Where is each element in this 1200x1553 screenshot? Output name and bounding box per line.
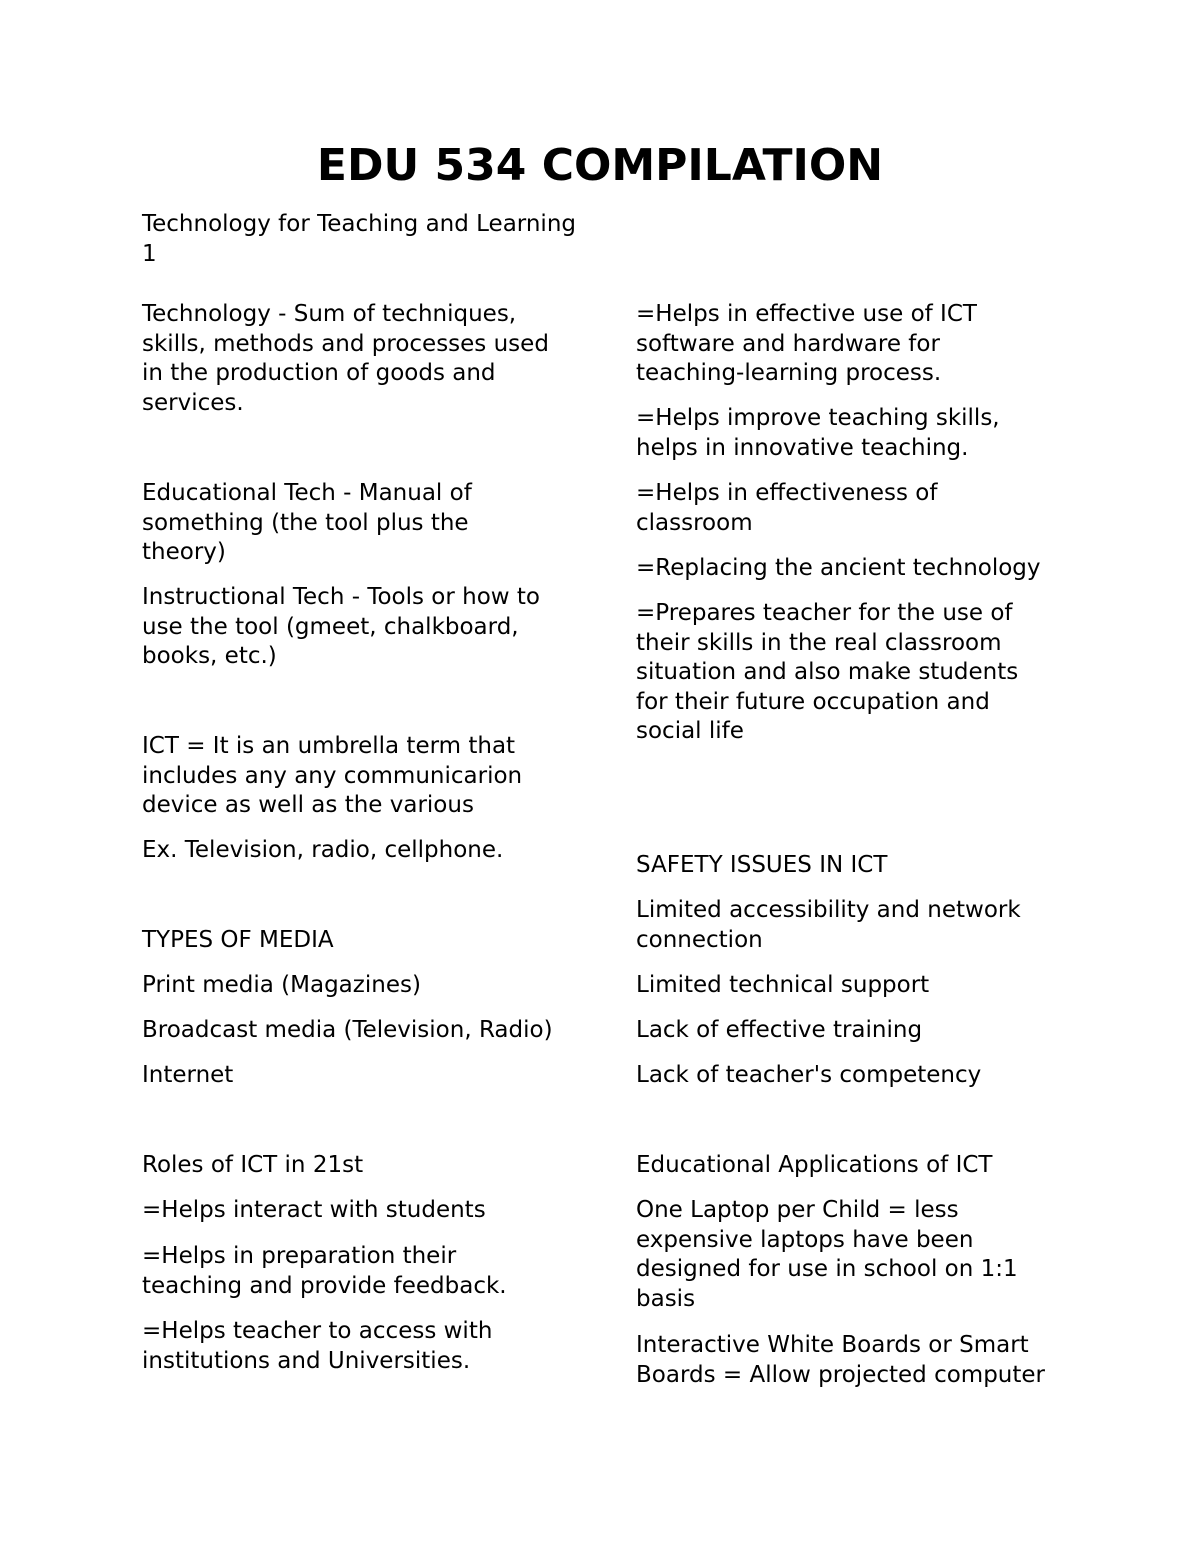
- definition-ict: ICT = It is an umbrella term that includes any any communicarion device as well as the various: [142, 733, 523, 819]
- ict-examples: Ex. Television, radio, cellphone.: [142, 837, 504, 863]
- role-item: =Helps in preparation their teaching and provide feedback.: [142, 1243, 507, 1299]
- safety-issue-item: Lack of teacher's competency: [636, 1062, 982, 1088]
- role-item: =Helps teacher to access with institutions and Universities.: [142, 1318, 493, 1374]
- definition-technology: Technology - Sum of techniques, skills, methods and processes used in the production of goods and services.: [142, 301, 549, 416]
- safety-issue-item: Lack of effective training: [636, 1017, 923, 1043]
- application-item: One Laptop per Child = less expensive laptops have been designed for use in school on 1:1 basis: [636, 1197, 1018, 1312]
- role-item: =Helps interact with students: [142, 1197, 486, 1223]
- application-item: Interactive White Boards or Smart Boards = Allow projected computer: [636, 1332, 1045, 1388]
- safety-issue-item: Limited technical support: [636, 972, 930, 998]
- role-item: =Replacing the ancient technology: [636, 555, 1041, 581]
- heading-safety-issues: SAFETY ISSUES IN ICT: [636, 852, 888, 878]
- role-item: =Helps in effective use of ICT software and hardware for teaching-learning process.: [636, 301, 977, 387]
- media-item-print: Print media (Magazines): [142, 972, 421, 998]
- role-item: =Prepares teacher for the use of their skills in the real classroom situation and also make students for their future occupation and social life: [636, 600, 1019, 745]
- definition-instructional-tech: Instructional Tech - Tools or how to use the tool (gmeet, chalkboard, books, etc.): [142, 584, 540, 670]
- safety-issue-item: Limited accessibility and network connection: [636, 897, 1021, 953]
- role-item: =Helps in effectiveness of classroom: [636, 480, 938, 536]
- heading-types-of-media: TYPES OF MEDIA: [142, 927, 334, 953]
- role-item: =Helps improve teaching skills, helps in innovative teaching.: [636, 405, 1000, 461]
- heading-roles-of-ict: Roles of ICT in 21st: [142, 1152, 364, 1178]
- document-subtitle: Technology for Teaching and Learning 1: [142, 211, 577, 267]
- definition-educational-tech: Educational Tech - Manual of something (the tool plus the theory): [142, 480, 472, 566]
- document-title: EDU 534 COMPILATION: [316, 140, 884, 191]
- media-item-internet: Internet: [142, 1062, 234, 1088]
- heading-educational-applications: Educational Applications of ICT: [636, 1152, 993, 1178]
- media-item-broadcast: Broadcast media (Television, Radio): [142, 1017, 553, 1043]
